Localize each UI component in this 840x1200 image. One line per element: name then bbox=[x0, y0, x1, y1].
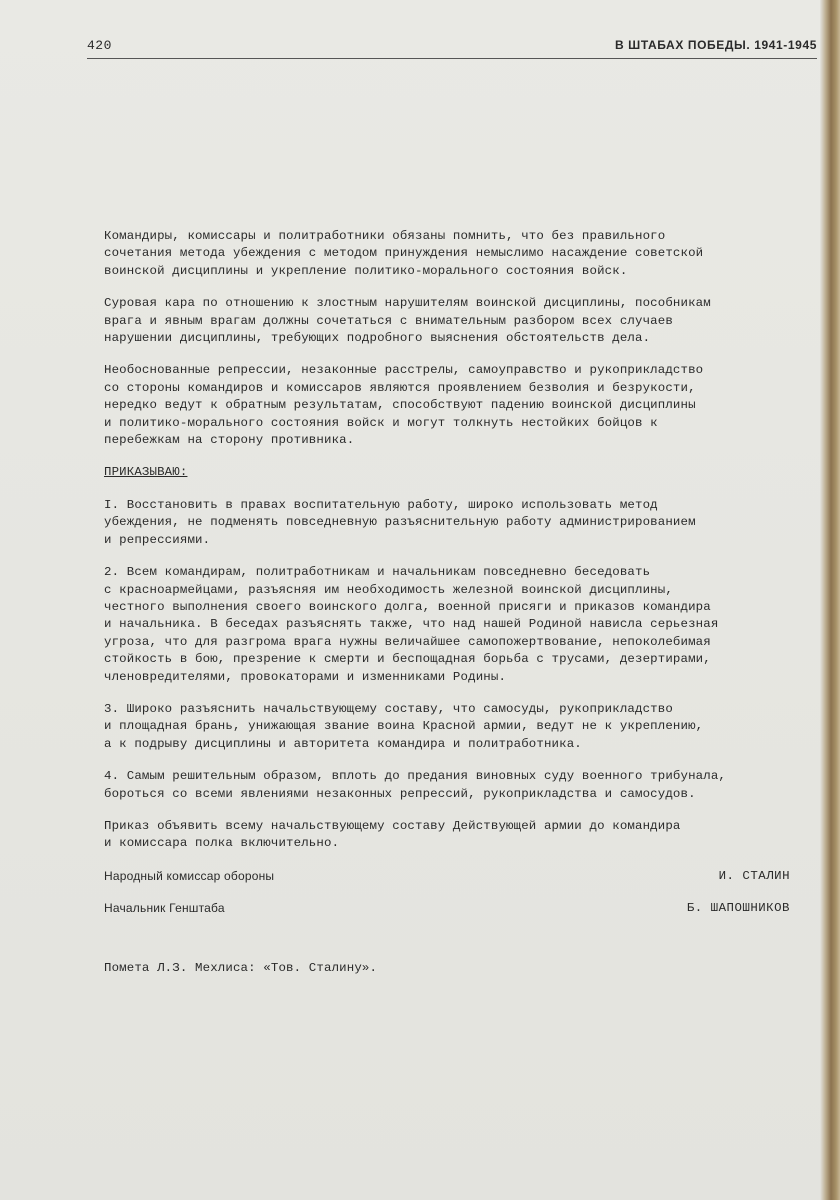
signatory-name: И. СТАЛИН bbox=[718, 868, 790, 883]
closing-paragraph: Приказ объявить всему начальствующему составу Действующей армии до командира и комиссара полка включительно. bbox=[104, 818, 681, 851]
order-item: I. Восстановить в правах воспитательную работу, широко использовать метод убеждения, не подменять повседневную разъяснительную работу администрированием и репрессиями. bbox=[104, 497, 696, 547]
page-header bbox=[87, 36, 817, 59]
paragraph: Необоснованные репрессии, незаконные расстрелы, самоуправство и рукоприкладство со стороны командиров и комиссаров являются проявлением безволия и безрукости, нередко ведут к обратным результатам, способствуют падению воинской дисциплины и политико-морального состояния войск и могут толкнуть нестойких бойцов к перебежкам на сторону противника. bbox=[104, 363, 704, 448]
signatory-title: Народный комиссар обороны bbox=[104, 868, 275, 883]
annotation-note: Помета Л.З. Мехлиса: «Тов. Сталину». bbox=[104, 960, 378, 975]
order-item: 3. Широко разъяснить начальствующему составу, что самосуды, рукоприкладство и площадная брань, унижающая звание воина Красной армии, ведут не к укреплению, а к подрыву дисциплины и авторитета командира и политработника. bbox=[104, 701, 704, 751]
paragraph: Суровая кара по отношению к злостным нарушителям воинской дисциплины, пособникам врага и явным врагам должны сочетаться с внимательным разбором всех случаев нарушении дисциплины, требующих подробного выяснения обстоятельств дела. bbox=[104, 296, 711, 346]
signature-row bbox=[104, 900, 804, 918]
signatory-name: Б. ШАПОШНИКОВ bbox=[686, 900, 790, 915]
order-item: 2. Всем командирам, политработникам и начальникам повседневно беседовать с красноармейцами, разъясняя им необходимость железной воинской дисциплины, честного выполнения своего воинского долга, военной присяги и приказов командира и начальника. В беседах разъяснять также, что над нашей Родиной нависла серьезная угроза, что для разгрома врага нужны величайшее самопожертвование, непоколебимая стойкость в бою, презрение к смерти и беспощадная борьба с трусами, дезертирами, членовредителями, провокаторами и изменниками Родины. bbox=[104, 565, 719, 684]
paragraph: Командиры, комиссары и политработники обязаны помнить, что без правильного сочетания метода убеждения с методом принуждения немыслимо насаждение советской воинской дисциплины и укрепление политико-морального состояния войск. bbox=[104, 229, 704, 278]
running-title: В ШТАБАХ ПОБЕДЫ. 1941-1945 bbox=[614, 38, 817, 52]
signature-row bbox=[104, 868, 804, 886]
book-spine-edge bbox=[820, 0, 840, 1200]
signatory-title: Начальник Генштаба bbox=[104, 900, 225, 915]
page-number: 420 bbox=[87, 38, 112, 53]
order-item: 4. Самым решительным образом, вплоть до предания виновных суду военного трибунала, бороться со всеми явлениями незаконных репрессий, рукоприкладства и самосудов. bbox=[104, 769, 727, 801]
document-body bbox=[104, 228, 804, 992]
order-heading: ПРИКАЗЫВАЮ: bbox=[104, 465, 188, 480]
